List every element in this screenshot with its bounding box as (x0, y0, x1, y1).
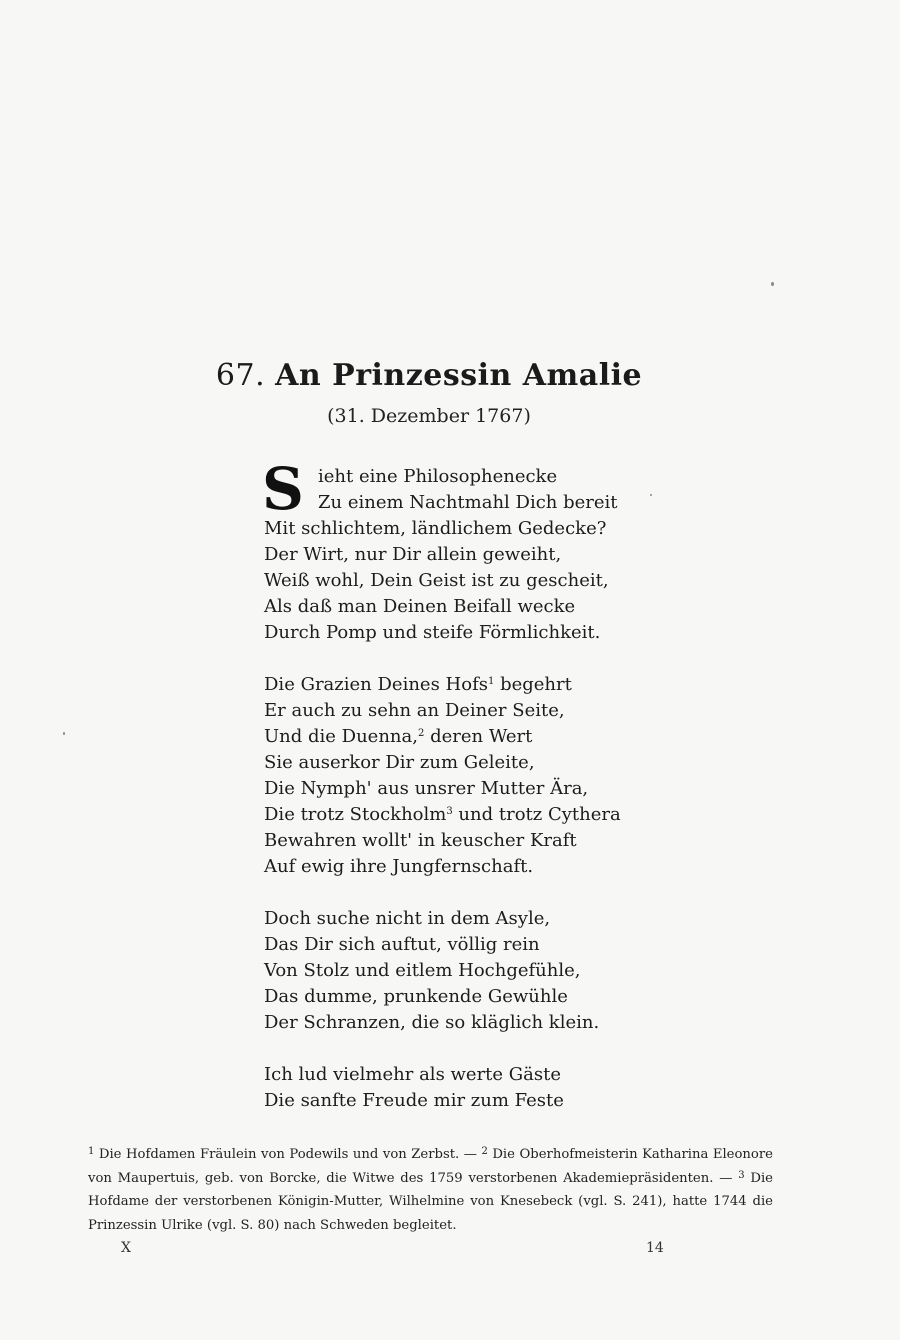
poem-line: Das Dir sich auftut, völlig rein (264, 934, 540, 955)
stanza-gap (264, 646, 684, 672)
paper-speck (771, 282, 774, 286)
footnote-ref: 1 (487, 676, 495, 687)
footnote-text: Die Oberhofmeisterin Katharina Eleonore von Maupertuis, geb. von Borcke, die Witwe des 1759 verstorbenen Akademiepräsidenten. — (88, 1147, 773, 1186)
poem-body (262, 455, 684, 1114)
poem-line: Mit schlichtem, ländlichem Gedecke? (264, 518, 607, 539)
stanza-1 (264, 464, 684, 646)
drop-cap: S (262, 455, 304, 523)
footnote-text: Die Hofdame der verstorbenen Königin-Mutter, Wilhelmine von Knesebeck (vgl. S. 241), hatte 1744 die Prinzessin Ulrike (vgl. S. 80) nach Schweden begleitet. (88, 1170, 773, 1233)
poem-line: Von Stolz und eitlem Hochgefühle, (264, 960, 581, 981)
poem-line: Sie auserkor Dir zum Geleite, (264, 752, 535, 773)
poem-line: Das dumme, prunkende Gewühle (264, 986, 568, 1007)
stanza-gap (264, 1036, 684, 1062)
stanza-2 (264, 672, 684, 880)
poem-line-text: Und die Duenna, (264, 726, 418, 747)
poem-line-text: deren Wert (424, 726, 533, 747)
footnote-text: Die Hofdamen Fräulein von Podewils und von Zerbst. — (98, 1147, 482, 1162)
signature-mark: X (121, 1240, 131, 1256)
poem-line: Der Schranzen, die so kläglich klein. (264, 1012, 600, 1033)
poem-title (0, 358, 858, 393)
footnote-mark: 2 (481, 1146, 488, 1157)
poem-line: Ich lud vielmehr als werte Gäste (264, 1064, 562, 1085)
poem-title-text: An Prinzessin Amalie (275, 358, 643, 393)
poem-line-text: und trotz Cythera (452, 804, 621, 825)
poem-line: Zu einem Nachtmahl Dich bereit (318, 492, 618, 513)
poem-line: Auf ewig ihre Jungfernschaft. (264, 856, 534, 877)
stanza-gap (264, 880, 684, 906)
poem-line (264, 802, 684, 828)
poem-line: Durch Pomp und steife Förmlichkeit. (264, 622, 601, 643)
poem-line: Weiß wohl, Dein Geist ist zu gescheit, (264, 570, 609, 591)
poem-line-text: Die Grazien Deines Hofs (264, 674, 488, 695)
poem-date: (31. Dezember 1767) (327, 405, 531, 427)
poem-line (264, 672, 684, 698)
footnote-ref: 2 (417, 728, 425, 739)
poem-line: Bewahren wollt' in keuscher Kraft (264, 830, 577, 851)
poem-line: Die sanfte Freude mir zum Feste (264, 1090, 564, 1111)
poem-line-text: begehrt (494, 674, 572, 695)
poem-line-text: Die trotz Stockholm (264, 804, 447, 825)
footnote-mark: 3 (738, 1169, 745, 1181)
paper-speck (650, 494, 652, 496)
footnote-mark: 1 (88, 1146, 95, 1157)
page-number: 14 (646, 1240, 664, 1256)
poem-line: Als daß man Deinen Beifall wecke (264, 596, 576, 617)
footnote-ref: 3 (446, 806, 453, 817)
footnotes (88, 1143, 773, 1237)
poem-line: Doch suche nicht in dem Asyle, (264, 908, 551, 929)
paper-speck (63, 732, 65, 735)
stanza-4 (264, 1062, 684, 1114)
poem-line: Er auch zu sehn an Deiner Seite, (264, 700, 565, 721)
stanza-3 (264, 906, 684, 1036)
poem-line: ieht eine Philosophenecke (318, 466, 558, 487)
poem-line: Die Nymph' aus unsrer Mutter Ära, (264, 778, 589, 799)
poem-number: 67. (215, 358, 266, 393)
poem-line (264, 724, 684, 750)
poem-line: Der Wirt, nur Dir allein geweiht, (264, 544, 562, 565)
